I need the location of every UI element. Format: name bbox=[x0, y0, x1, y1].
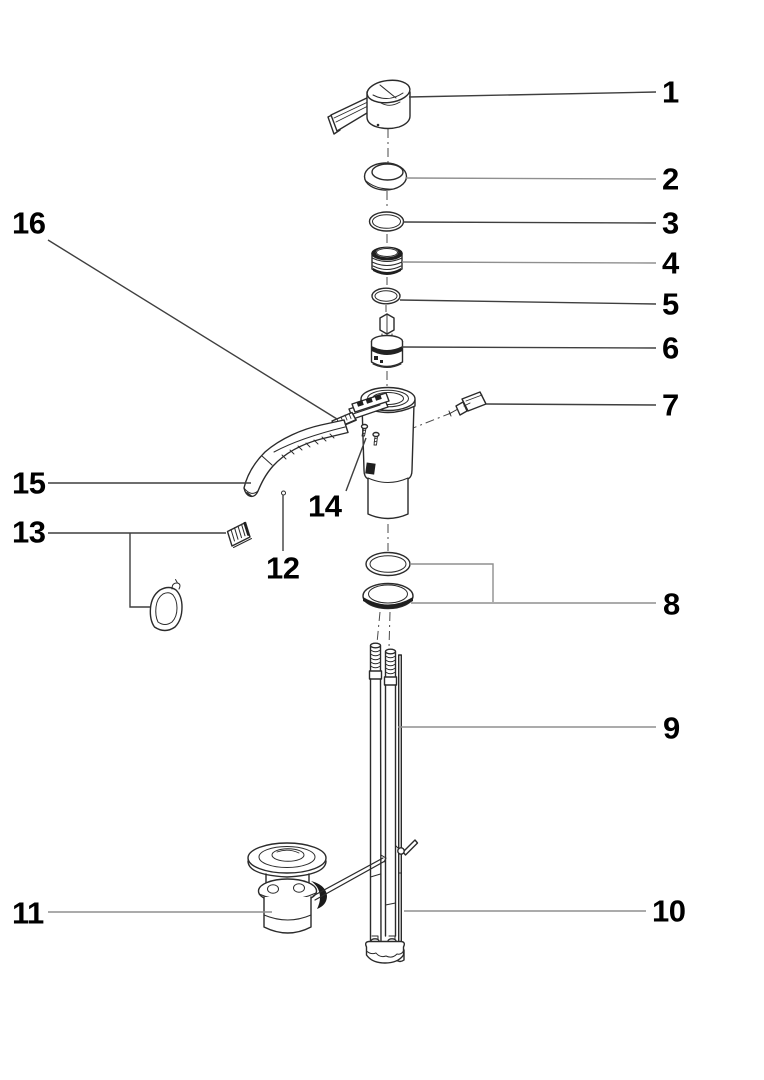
callout-12-label-spout-set-screw: 12 bbox=[266, 550, 300, 586]
callout-labels bbox=[12, 75, 685, 931]
callout-13-label-aerator-and-seal: 13 bbox=[12, 514, 46, 550]
part-4-retaining-nut bbox=[372, 247, 402, 275]
leader-lines bbox=[48, 92, 656, 912]
leader-line-14 bbox=[346, 438, 366, 491]
callout-16-label-clip-strip: 16 bbox=[12, 205, 46, 241]
callout-7-label-plug-connector: 7 bbox=[662, 387, 679, 423]
part-12-set-screw bbox=[282, 491, 286, 495]
faucet-body bbox=[349, 388, 415, 519]
part-8-base-seal-rings bbox=[363, 553, 413, 609]
callout-4-label-retaining-nut: 4 bbox=[662, 245, 679, 281]
leader-line-4 bbox=[402, 262, 656, 263]
callout-2-label-handle-dome-ring: 2 bbox=[662, 161, 679, 197]
part-3-o-ring bbox=[370, 212, 404, 231]
callout-5-label-o-ring-lower: 5 bbox=[662, 286, 679, 322]
leader-line-16 bbox=[48, 240, 337, 419]
callout-11-label-pop-up-drain-waste: 11 bbox=[12, 895, 44, 931]
part-5-o-ring bbox=[372, 288, 400, 304]
part-15-spout bbox=[244, 420, 348, 496]
part-6-cartridge bbox=[372, 314, 403, 368]
leader-line-6 bbox=[402, 347, 656, 348]
leader-line-2 bbox=[406, 178, 656, 179]
leader-line-5 bbox=[400, 300, 656, 304]
part-13-seal-pad bbox=[150, 580, 182, 631]
part-10-pop-up-rod bbox=[396, 655, 418, 962]
part-9-supply-hoses bbox=[370, 643, 397, 950]
callout-10-label-pop-up-rod: 10 bbox=[652, 893, 686, 929]
part-7-plug-connector bbox=[449, 392, 486, 416]
leader-line-7 bbox=[486, 404, 656, 405]
part-13-aerator bbox=[228, 523, 252, 548]
part-11-pop-up-drain bbox=[248, 843, 327, 933]
part-2-handle-dome-ring bbox=[365, 163, 407, 190]
callout-8-label-base-seal-rings: 8 bbox=[663, 586, 680, 622]
callout-9-label-supply-hoses: 9 bbox=[663, 710, 680, 746]
callout-14-label-fixing-screws: 14 bbox=[308, 488, 342, 524]
callout-6-label-cartridge: 6 bbox=[662, 330, 679, 366]
leader-line-1 bbox=[409, 92, 656, 97]
callout-1-label-lever-handle: 1 bbox=[662, 74, 679, 110]
leader-line-8-2 bbox=[410, 564, 493, 602]
leader-line-3 bbox=[403, 222, 656, 223]
leader-line-13-2 bbox=[130, 533, 150, 607]
part-1-lever-handle bbox=[328, 78, 411, 134]
callout-15-label-spout: 15 bbox=[12, 465, 46, 501]
callout-3-label-o-ring-upper: 3 bbox=[662, 205, 679, 241]
